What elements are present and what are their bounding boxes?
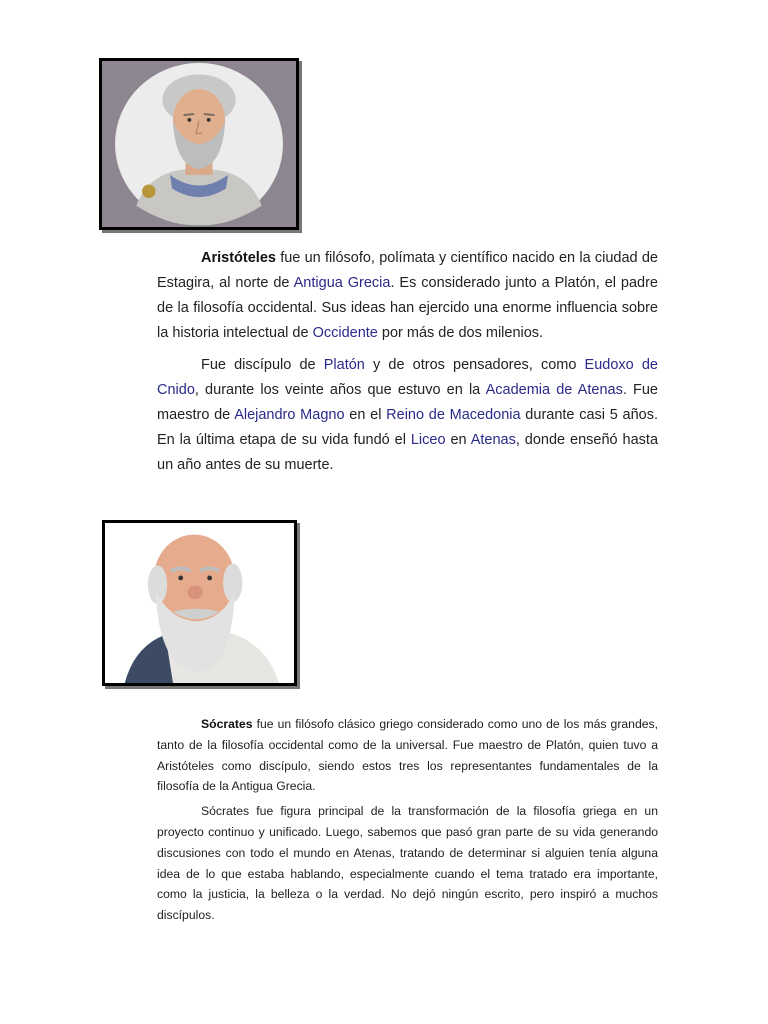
aristotle-paragraph-1 [157, 246, 658, 346]
text-run: . Es considerado junto a Platón, el padre de la filosofía occidental. Sus ideas han ejercido una enorme influencia sobre la historia intelectual de [157, 275, 659, 341]
link-liceo[interactable]: Liceo [410, 432, 446, 448]
link-antigua-grecia[interactable]: Antigua Grecia [293, 275, 391, 291]
text-run: , durante los veinte años que estuvo en la [194, 382, 486, 398]
text-run: en el [344, 407, 387, 423]
text-run: . Fue maestro de [157, 382, 659, 423]
aristotle-paragraph-2 [157, 353, 658, 478]
socrates-paragraph-1 [157, 714, 658, 797]
link-atenas[interactable]: Atenas [470, 432, 516, 448]
text-run: fue un filósofo clásico griego considerado como uno de los más grandes, tanto de la filosofía occidental como de la universal. Fue maestro de Platón, quien tuvo a Aristóteles como discípulo, siendo estos tres los representantes fundamentales de la filosofía de la Antigua Grecia. [157, 717, 658, 794]
text-run: Sócrates fue figura principal de la transformación de la filosofía griega en un proyecto continuo y unificado. Luego, sabemos que pasó gran parte de su vida generando discusiones con todo el mundo en Atenas, tratando de determinar si alguien tenía alguna idea de lo que estaba hablando, especialmente cuando el tema tratado era importante, como la justicia, la belleza o la verdad. No dejó ningún escrito, pero inspiró a muchos discípulos. [157, 804, 658, 923]
link-eudoxo-de-cnido[interactable]: Eudoxo de Cnido [157, 357, 658, 398]
link-academia-de-atenas[interactable]: Academia de Atenas [485, 382, 623, 398]
socrates-text [157, 714, 658, 930]
text-run: en [445, 432, 471, 448]
text-run: y de otros pensadores, como [364, 357, 585, 373]
text-run: durante casi 5 años. En la última etapa de su vida fundó el [157, 407, 659, 448]
link-occidente[interactable]: Occidente [312, 325, 378, 341]
text-run: por más de dos milenios. [377, 325, 544, 341]
socrates-paragraph-2 [157, 801, 658, 926]
socrates-illustration [105, 523, 294, 683]
socrates-name: Sócrates [201, 717, 253, 731]
text-run: , donde enseñó hasta un año antes de su muerte. [157, 432, 659, 473]
text-run: Fue discípulo de [201, 357, 324, 373]
aristotle-illustration [102, 61, 296, 227]
aristotle-portrait [99, 58, 299, 230]
aristotle-name: Aristóteles [201, 250, 276, 266]
socrates-portrait [102, 520, 297, 686]
link-alejandro-magno[interactable]: Alejandro Magno [234, 407, 345, 423]
text-run: fue un filósofo, polímata y científico nacido en la ciudad de Estagira, al norte de [157, 250, 658, 291]
link-reino-de-macedonia[interactable]: Reino de Macedonia [386, 407, 521, 423]
link-platon[interactable]: Platón [323, 357, 365, 373]
aristotle-text [157, 246, 658, 485]
